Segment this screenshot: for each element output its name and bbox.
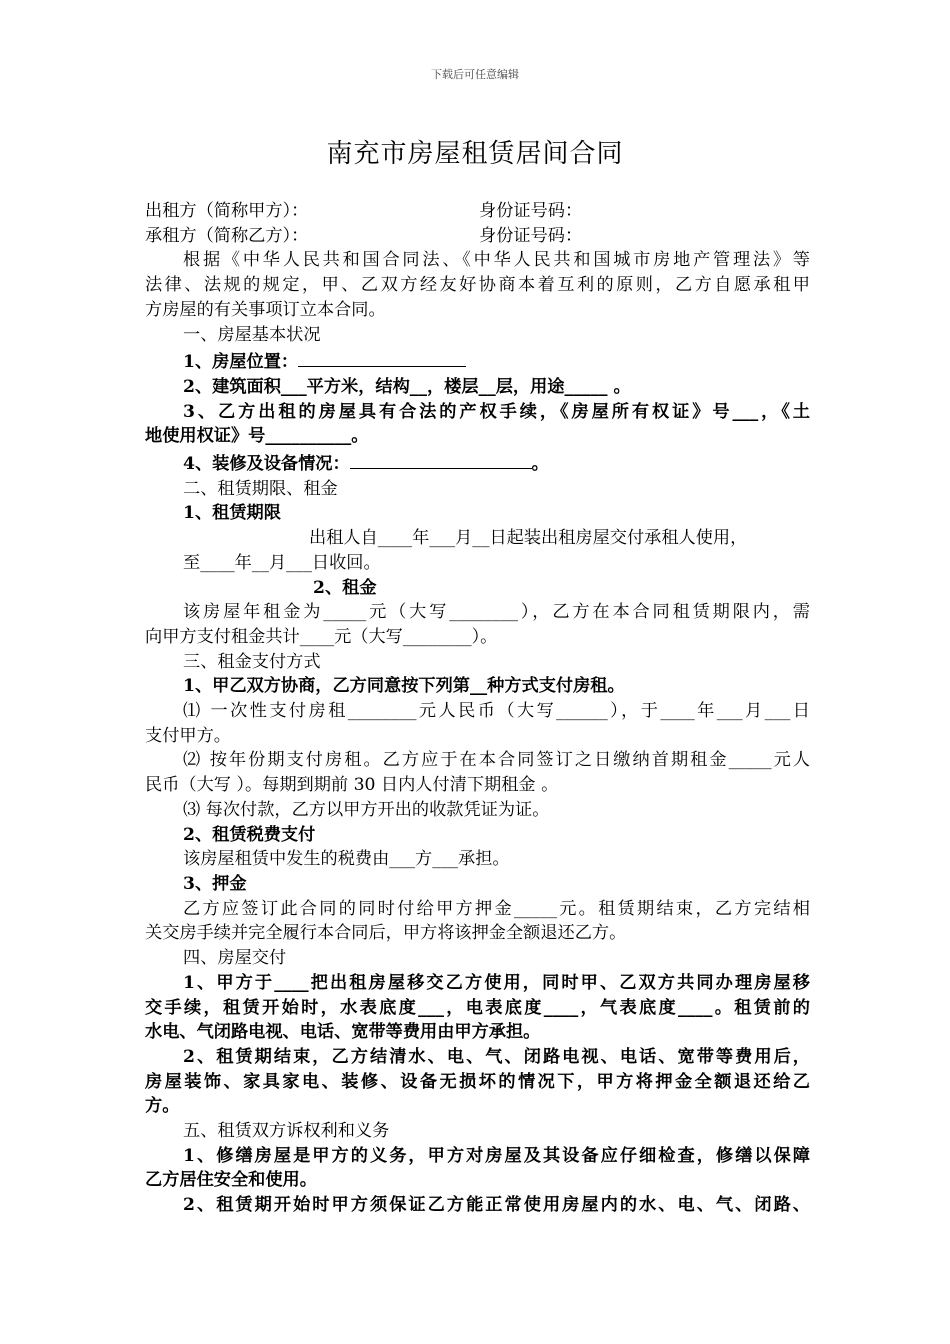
rights-line-1 — [145, 1144, 810, 1169]
clause-equipment-end: 。 — [531, 454, 549, 475]
handover-end-text-2: 房屋装饰、家具家电、装修、设备无损坏的情况下，甲方将押金全额退还给乙 — [145, 1071, 810, 1092]
clause-area-text: 2、建筑面积___平方米，结构__，楼层__层，用途_____ 。 — [183, 376, 631, 397]
handover-line-1 — [145, 971, 810, 996]
deposit-line-2: 关交房手续并完全履行本合同后，甲方将该押金全额退还乙方。 — [145, 923, 627, 944]
equipment-blank — [350, 449, 532, 469]
handover-text-2: 交手续，租赁开始时，水表底度___，电表底度____，气表底度____。租赁前的 — [145, 997, 810, 1018]
tax-line: 该房屋租赁中发生的税费由___方___承担。 — [183, 849, 510, 870]
lessee-line — [145, 224, 810, 249]
preamble-line-3: 方房屋的有关事项订立本合同。 — [145, 299, 386, 320]
payment-option-2-line-1: ⑵ 按年份期支付房租。乙方应于在本合同签订之日缴纳首期租金_____元人 — [183, 750, 810, 771]
rights-text-3: 2、租赁期开始时甲方须保证乙方能正常使用房屋内的水、电、气、闭路、 — [183, 1195, 810, 1216]
rights-line-2 — [145, 1168, 810, 1193]
preamble-line-2: 法律、法规的规定，甲、乙双方经友好协商本着互利的原则，乙方自愿承租甲 — [145, 275, 810, 296]
subheading-term-text: 1、租赁期限 — [183, 503, 281, 524]
payment-option-1-line-1: ⑴ 一次性支付房租________元人民币（大写______），于____年___月___日 — [183, 701, 810, 722]
term-end-line: 至____年__月___日收回。 — [183, 552, 381, 573]
handover-text-3: 水电、气闭路电视、电话、宽带等费用由甲方承担。 — [145, 1022, 541, 1043]
section-heading-3: 三、租金支付方式 — [183, 651, 321, 672]
rent-line-2: 向甲方支付租金共计____元（大写________）。 — [145, 626, 498, 647]
handover-end-text-3: 方。 — [145, 1096, 180, 1117]
section-heading-2: 二、租赁期限、租金 — [183, 478, 338, 499]
subheading-rent-text: 2、租金 — [313, 577, 377, 598]
handover-line-3 — [145, 1020, 810, 1045]
lessor-id-label: 身份证号码： — [479, 201, 583, 221]
handover-end-line-2 — [145, 1070, 810, 1095]
section-heading-4: 四、房屋交付 — [183, 948, 287, 969]
section-heading-1: 一、房屋基本状况 — [183, 324, 321, 345]
rights-text-1: 1、修缮房屋是甲方的义务，甲方对房屋及其设备应仔细检查，修缮以保障 — [183, 1145, 810, 1166]
subheading-tax — [145, 823, 810, 848]
payment-option-3: ⑶ 每次付款，乙方以甲方开出的收款凭证为证。 — [183, 799, 550, 820]
rights-line-3 — [145, 1193, 810, 1218]
section-heading-5: 五、租赁双方诉权利和义务 — [183, 1121, 390, 1142]
handover-end-line-3 — [145, 1094, 810, 1119]
clause-equipment-label: 4、装修及设备情况： — [183, 454, 350, 475]
lessee-id-label: 身份证号码： — [479, 225, 583, 246]
clause-title-text-1: 3、乙方出租的房屋具有合法的产权手续，《房屋所有权证》号___，《土 — [183, 401, 810, 422]
document-title: 南充市房屋租赁居间合同 — [326, 139, 624, 169]
handover-line-2 — [145, 996, 810, 1021]
payment-method-line — [145, 674, 810, 699]
preamble-line-1: 根据《中华人民共和国合同法、《中华人民共和国城市房地产管理法》等 — [183, 250, 810, 271]
header-note: 下载后可任意编辑 — [431, 68, 519, 81]
handover-text-1: 1、甲方于____把出租房屋移交乙方使用，同时甲、乙双方共同办理房屋移 — [183, 972, 810, 993]
clause-title-line-1 — [145, 400, 810, 425]
rent-line-1: 该房屋年租金为_____元（大写________），乙方在本合同租赁期限内，需 — [183, 602, 810, 623]
payment-method-text: 1、甲乙双方协商，乙方同意按下列第__种方式支付房租。 — [183, 676, 625, 697]
subheading-rent — [145, 576, 810, 601]
payment-option-1-line-2: 支付甲方。 — [145, 725, 231, 746]
payment-option-2-line-2: 民币（大写 ）。每期到期前 30 日内人付清下期租金 。 — [145, 775, 559, 796]
deposit-line-1: 乙方应签订此合同的同时付给甲方押金_____元。租赁期结束，乙方完结相 — [183, 898, 810, 919]
term-start-line: 出租人自____年___月__日起装出租房屋交付承租人使用， — [309, 528, 748, 549]
clause-title-line-2 — [145, 424, 810, 449]
clause-equipment — [145, 449, 810, 477]
rights-text-2: 乙方居住安全和使用。 — [145, 1170, 317, 1191]
handover-end-text-1: 2、租赁期结束，乙方结清水、电、气、闭路电视、电话、宽带等费用后， — [183, 1046, 810, 1067]
clause-title-text-2: 地使用权证》号__________。 — [145, 426, 369, 447]
subheading-term — [145, 501, 810, 526]
subheading-deposit-text: 3、押金 — [183, 873, 247, 894]
clause-location-label: 1、房屋位置： — [183, 352, 299, 373]
clause-location — [145, 347, 810, 375]
handover-end-line-1 — [145, 1045, 810, 1070]
lessor-line — [145, 199, 810, 224]
location-blank — [298, 347, 466, 367]
subheading-deposit — [145, 872, 810, 897]
contract-body — [145, 199, 810, 1218]
lessee-label: 承租方（简称乙方）： — [145, 225, 309, 246]
clause-area — [145, 375, 810, 400]
subheading-tax-text: 2、租赁税费支付 — [183, 824, 316, 845]
lessor-label: 出租方（简称甲方）： — [145, 201, 309, 221]
